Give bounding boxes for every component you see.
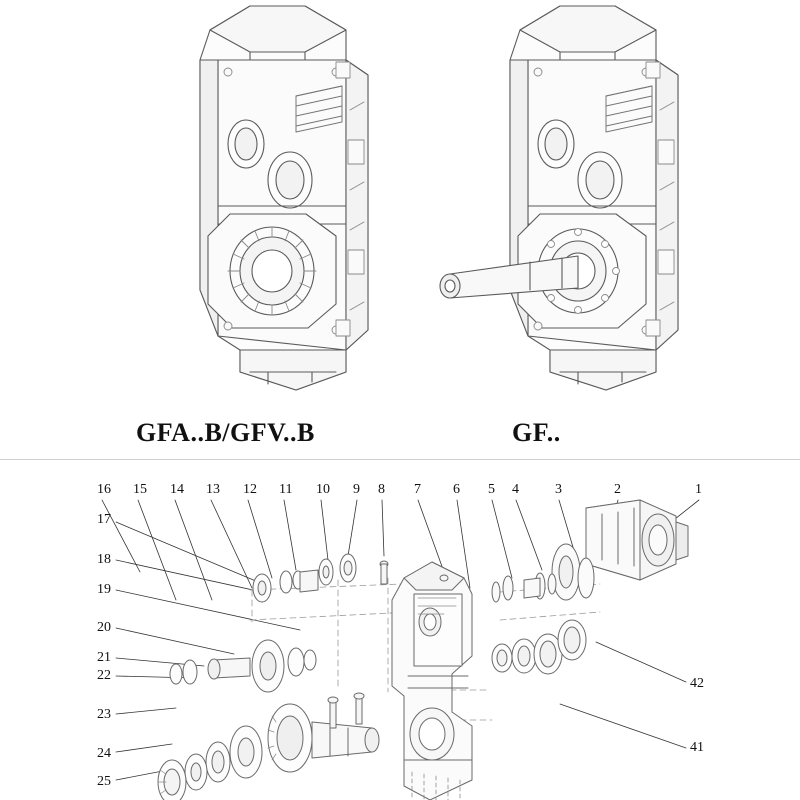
assembly-drawing-gfab-gfvb xyxy=(100,0,420,400)
caption-gfab-gfvb: GFA..B/GFV..B xyxy=(136,418,315,447)
callout-13: 13 xyxy=(206,482,220,497)
callout-21: 21 xyxy=(97,650,111,665)
caption-gf: GF.. xyxy=(512,418,561,447)
callout-4: 4 xyxy=(512,482,519,497)
callout-7: 7 xyxy=(414,482,421,497)
callout-18: 18 xyxy=(97,552,111,567)
callout-14: 14 xyxy=(170,482,184,497)
callout-6: 6 xyxy=(453,482,460,497)
callout-2: 2 xyxy=(614,482,621,497)
callout-41: 41 xyxy=(690,740,704,755)
callout-20: 20 xyxy=(97,620,111,635)
callout-12: 12 xyxy=(243,482,257,497)
callout-10: 10 xyxy=(316,482,330,497)
callout-8: 8 xyxy=(378,482,385,497)
callout-24: 24 xyxy=(97,746,111,761)
callout-42: 42 xyxy=(690,676,704,691)
callout-5: 5 xyxy=(488,482,495,497)
callout-15: 15 xyxy=(133,482,147,497)
exploded-parts-diagram xyxy=(0,460,800,800)
callout-17: 17 xyxy=(97,512,111,527)
callout-19: 19 xyxy=(97,582,111,597)
callout-9: 9 xyxy=(353,482,360,497)
callout-1: 1 xyxy=(695,482,702,497)
callout-16: 16 xyxy=(97,482,111,497)
callout-25: 25 xyxy=(97,774,111,789)
callout-3: 3 xyxy=(555,482,562,497)
callout-23: 23 xyxy=(97,707,111,722)
assembly-drawing-gf xyxy=(410,0,730,400)
callout-11: 11 xyxy=(279,482,293,497)
callout-22: 22 xyxy=(97,668,111,683)
